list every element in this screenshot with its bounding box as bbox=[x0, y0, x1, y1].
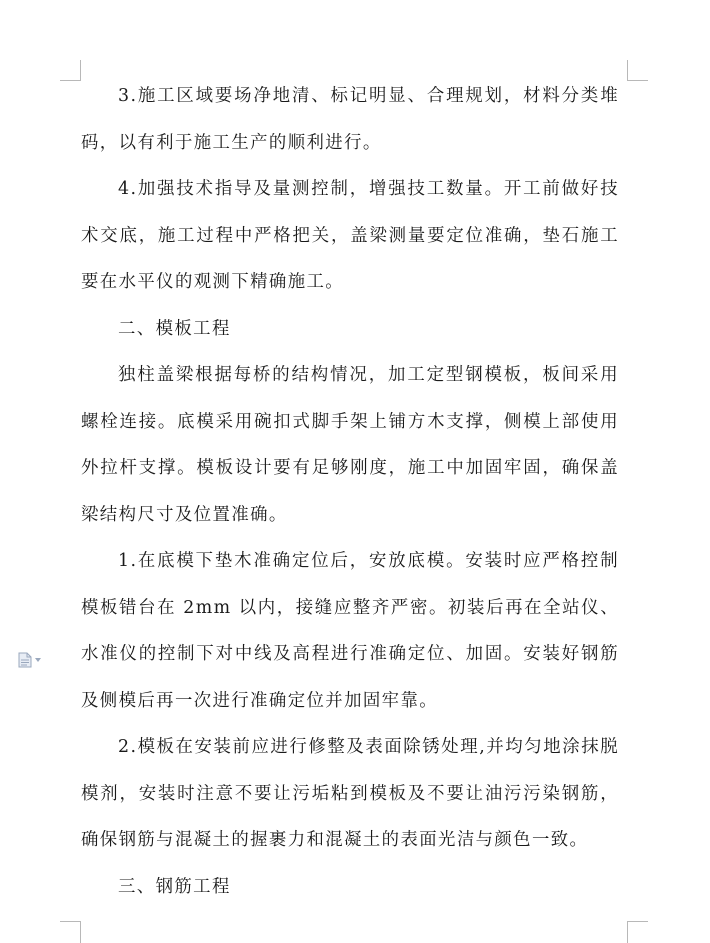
paragraph-2-formwork-treatment: 2.模板在安装前应进行修整及表面除锈处理,并均匀地涂抹脱模剂，安装时注意不要让污垢粘到模板及不要让油污污染钢筋，确保钢筋与混凝土的握裹力和混凝土的表面光洁与颜色一致。 bbox=[81, 737, 619, 850]
paragraph-options-button[interactable] bbox=[18, 652, 48, 668]
paragraph-3-site-area: 3.施工区域要场净地清、标记明显、合理规划，材料分类堆码，以有利于施工生产的顺利进行。 bbox=[81, 86, 619, 153]
chevron-down-icon bbox=[35, 658, 41, 662]
document-body bbox=[81, 73, 619, 910]
section-heading-formwork: 二、模板工程 bbox=[118, 318, 231, 339]
paragraph-1-bottom-formwork: 1.在底模下垫木准确定位后，安放底模。安装时应严格控制模板错台在 2mm 以内，接缝应整齐严密。初装后再在全站仪、水准仪的控制下对中线及高程进行准确定位、加固。安装好钢筋及侧模后再一次进行准确定位并加固牢靠。 bbox=[81, 551, 619, 711]
margin-corner-top-left bbox=[60, 60, 81, 81]
margin-corner-bottom-right bbox=[627, 921, 648, 943]
section-heading-rebar: 三、钢筋工程 bbox=[118, 876, 231, 897]
document-icon bbox=[18, 652, 32, 668]
paragraph-formwork-intro: 独柱盖梁根据每桥的结构情况，加工定型钢模板，板间采用螺栓连接。底模采用碗扣式脚手架上铺方木支撑，侧模上部使用外拉杆支撑。模板设计要有足够刚度，施工中加固牢固，确保盖梁结构尺寸及位置准确。 bbox=[81, 365, 619, 525]
margin-corner-bottom-left bbox=[60, 921, 81, 943]
paragraph-4-technical-guidance: 4.加强技术指导及量测控制，增强技工数量。开工前做好技术交底，施工过程中严格把关，盖梁测量要定位准确，垫石施工要在水平仪的观测下精确施工。 bbox=[81, 179, 619, 292]
margin-corner-top-right bbox=[627, 60, 648, 81]
